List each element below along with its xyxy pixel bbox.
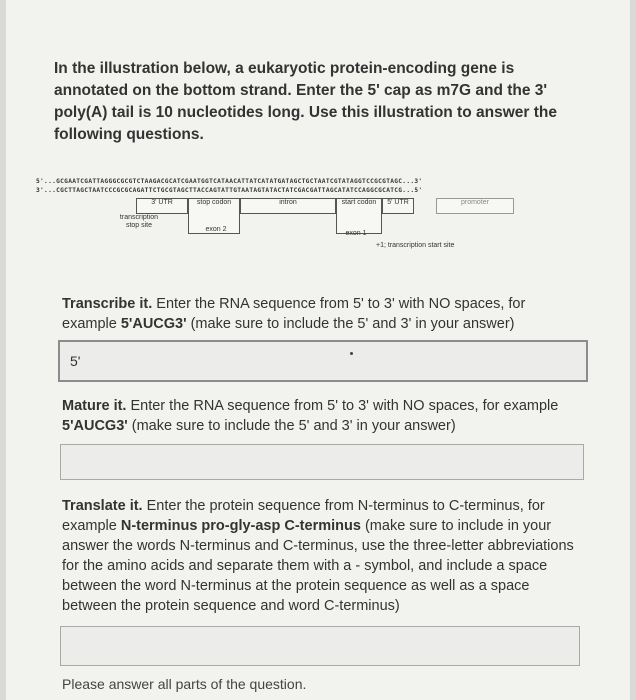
utr3-box — [136, 198, 188, 214]
question-page — [6, 0, 630, 700]
stop-codon-label: stop codon — [196, 199, 232, 206]
question-intro: In the illustration below, a eukaryotic protein-encoding gene is annotated on the bottom strand. Enter the 5' cap as m7G and the 3' poly(A) tail is 10 nucleotides long. Use this illustration to answer the following questions. — [54, 60, 557, 143]
utr5-label: 5' UTR — [387, 199, 409, 206]
mature-input[interactable] — [61, 445, 583, 479]
translate-tail: (make sure to include in your answer the words N-terminus and C-terminus, use the three-letter abbreviations for the amino acids and separate them with a - symbol, and include a space between the word N-terminus at the protein sequence as well as a space between the protein sequence and word C-terminus) — [62, 518, 574, 614]
promoter-label: promoter — [460, 199, 489, 206]
translate-text: Enter the protein sequence from N-terminus to C-terminus, for example — [62, 498, 545, 534]
mature-text: Enter the RNA sequence from 5' to 3' with NO spaces, for example — [126, 398, 559, 414]
utr5-box — [382, 198, 414, 214]
mature-tail: (make sure to include the 5' and 3' in your answer) — [127, 418, 456, 434]
exon1-label: exon 1 — [345, 230, 367, 237]
translate-answer-box[interactable] — [60, 626, 580, 666]
start-codon-label: start codon — [341, 199, 377, 206]
translate-heading: Translate it. — [62, 498, 143, 514]
utr3-label: 3' UTR — [151, 199, 173, 206]
transcribe-input[interactable] — [60, 342, 586, 380]
gene-diagram — [36, 178, 616, 268]
footer-message: Please answer all parts of the question. — [62, 676, 307, 692]
mature-answer-box[interactable] — [60, 444, 584, 480]
intron-box — [240, 198, 336, 214]
exon1-box — [336, 198, 382, 234]
tss-label: +1; transcription start site — [376, 242, 455, 249]
top-strand-sequence: 5'...GCGAATCGATTAGGGCGCGTCTAAGACGCATCGAATGGTCATAACATTATCATATGATAGCTGCTAATCGTATAGGTCCGCGTAGC...3' — [36, 178, 423, 185]
bottom-strand-sequence: 3'...CGCTTAGCTAATCCCGCGCAGATTCTGCGTAGCTTACCAGTATTGTAATAGTATACTATCGACGATTAGCATATCCAGGCGCATCG...5' — [36, 187, 423, 194]
transcribe-example: 5'AUCG3' — [120, 316, 187, 332]
mature-heading: Mature it. — [62, 398, 127, 414]
promoter-box — [436, 198, 514, 214]
translate-example: N-terminus pro-gly-asp C-terminus — [120, 518, 361, 534]
mature-question — [62, 396, 582, 436]
intron-label: intron — [279, 199, 297, 206]
transcribe-tail: (make sure to include the 5' and 3' in your answer) — [186, 316, 515, 332]
exon2-label: exon 2 — [205, 226, 227, 233]
transcribe-answer-box[interactable] — [58, 340, 588, 382]
transcribe-text: Enter the RNA sequence from 5' to 3' with NO spaces, for example — [62, 296, 526, 332]
cursor-dot — [350, 352, 353, 355]
translate-input[interactable] — [61, 627, 579, 665]
transcribe-question — [62, 294, 582, 334]
translate-question — [62, 496, 582, 616]
transcribe-heading: Transcribe it. — [62, 296, 153, 312]
transcription-stop-label: transcription stop site — [119, 214, 159, 229]
mature-example: 5'AUCG3' — [62, 418, 128, 434]
